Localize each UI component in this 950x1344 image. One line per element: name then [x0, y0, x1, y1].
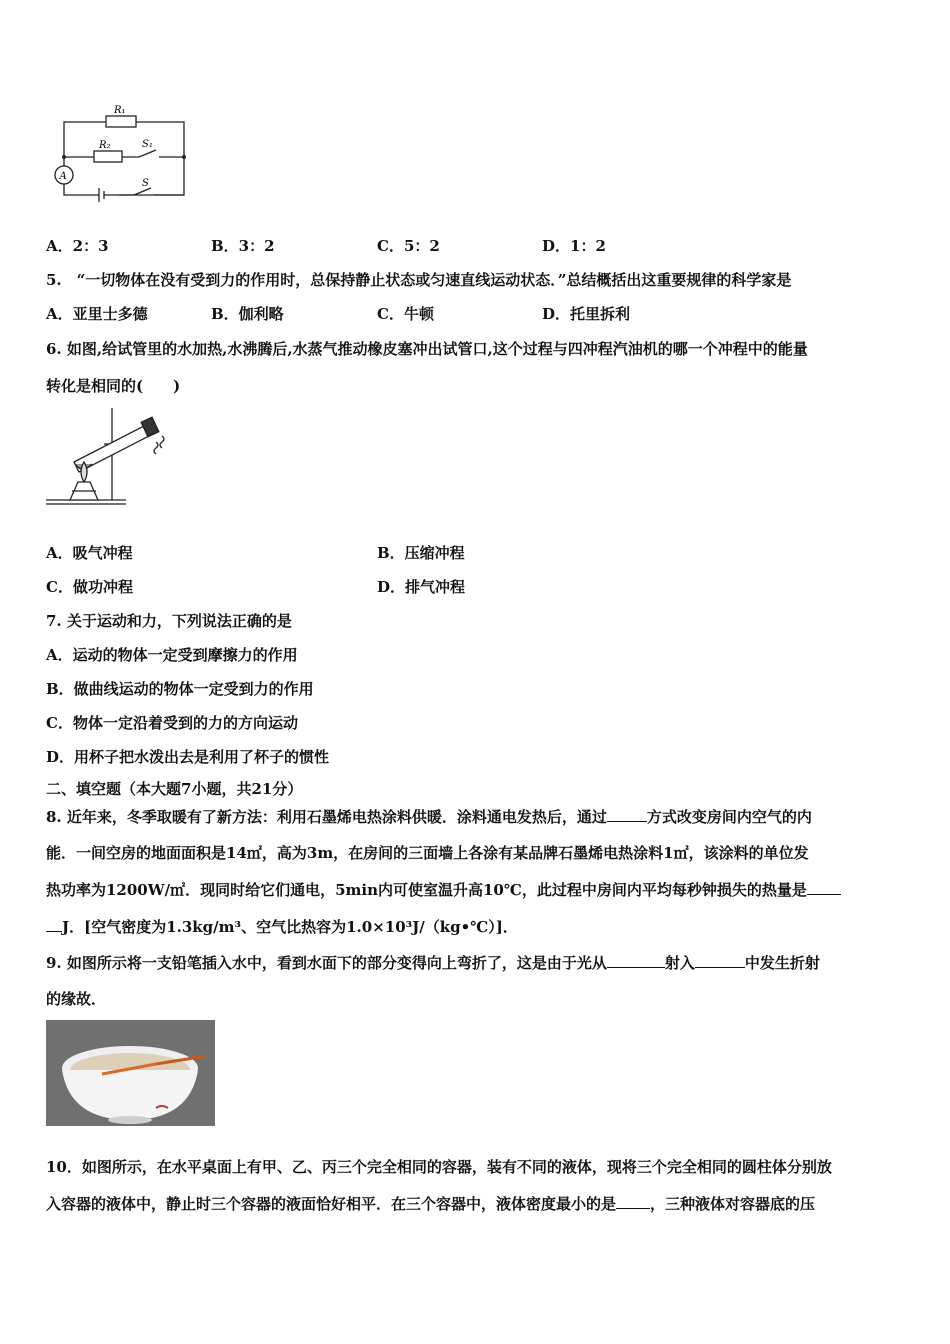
q7-option-c[interactable]: C．物体一定沿着受到的力的方向运动: [46, 714, 298, 732]
q8-line1: [46, 807, 812, 827]
q5-option-b[interactable]: B．伽利略: [211, 305, 284, 323]
pencil-bowl-photo: [46, 1020, 215, 1126]
q8-line4: [46, 917, 518, 937]
section-title: 二、填空题（本大题7小题，共21分）: [46, 780, 303, 798]
q4-option-b[interactable]: B．3：2: [211, 237, 275, 255]
q7-option-b[interactable]: B．做曲线运动的物体一定受到力的作用: [46, 680, 314, 698]
steam-line: [160, 436, 164, 448]
q10-blank1[interactable]: [616, 1194, 650, 1209]
q5-option-c[interactable]: C．牛顿: [377, 305, 434, 323]
q8-line2: 能．一间空房的地面面积是14㎡，高为3m，在房间的三面墙上各涂有某品牌石墨烯电热涂料1㎡，该涂料的单位发: [46, 844, 809, 862]
q8-line1-a: 8. 近年来，冬季取暖有了新方法：利用石墨烯电热涂料供暖．涂料通电发热后，通过: [46, 808, 607, 826]
q9-blank1[interactable]: [607, 953, 665, 968]
circuit-diagram: [44, 100, 194, 205]
q5-option-a[interactable]: A．亚里士多德: [46, 305, 148, 323]
q9-blank2[interactable]: [695, 953, 745, 968]
q6-option-d[interactable]: D．排气冲程: [377, 578, 466, 596]
test-tube-figure: [44, 404, 174, 510]
label-r2: R₂: [99, 140, 111, 151]
q6-option-c[interactable]: C．做功冲程: [46, 578, 133, 596]
q9-line1-b: 射入: [664, 954, 695, 972]
resistor-r1: [106, 116, 136, 127]
q9-line1-c: 中发生折射: [744, 954, 820, 972]
q6-stem-line1: 6. 如图,给试管里的水加热,水沸腾后,水蒸气推动橡皮塞冲出试管口,这个过程与四冲程汽油机的哪一个冲程中的能量: [46, 340, 808, 358]
q6-option-b[interactable]: B．压缩冲程: [377, 544, 465, 562]
q6-option-a[interactable]: A．吸气冲程: [46, 544, 133, 562]
q8-line1-b: 方式改变房间内空气的内: [646, 808, 812, 826]
q7-option-a[interactable]: A．运动的物体一定受到摩擦力的作用: [46, 646, 298, 664]
switch-s1: [139, 150, 156, 157]
q8-blank2[interactable]: [807, 880, 841, 895]
q8-line4-text: J．[空气密度为1.3kg/m³、空气比热容为1.0×10³J/（kg•℃）]．: [62, 918, 518, 936]
q8-line3: [46, 880, 841, 900]
q5-option-d[interactable]: D．托里拆利: [542, 305, 631, 323]
flame: [81, 462, 87, 482]
resistor-r2: [94, 151, 122, 162]
q5-stem: 5. “一切物体在没有受到力的作用时，总保持静止状态或匀速直线运动状态．”总结概括出这重要规律的科学家是: [46, 271, 792, 289]
q10-line1: 10．如图所示，在水平桌面上有甲、乙、丙三个完全相同的容器，装有不同的液体，现将三个完全相同的圆柱体分别放: [46, 1158, 832, 1176]
q10-line2: [46, 1194, 815, 1214]
q7-option-d[interactable]: D．用杯子把水泼出去是利用了杯子的惯性: [46, 748, 330, 766]
q8-blank1[interactable]: [607, 807, 647, 822]
label-s: S: [142, 178, 149, 189]
q9-line2: 的缘故．: [46, 990, 107, 1008]
q10-line2-b: ，三种液体对容器底的压: [650, 1195, 816, 1213]
switch-s: [134, 188, 151, 195]
q8-line3-text: 热功率为1200W/㎡．现同时给它们通电，5min内可使室温升高10℃，此过程中房间内平均每秒钟损失的热量是: [46, 881, 807, 899]
circuit-wire-outer: [64, 122, 184, 195]
label-r1: R₁: [114, 105, 126, 116]
pencil-bowl-drawing: [46, 1020, 215, 1126]
q4-option-c[interactable]: C．5：2: [377, 237, 440, 255]
q8-blank2-cont[interactable]: [46, 917, 62, 932]
q7-stem: 7. 关于运动和力，下列说法正确的是: [46, 612, 292, 630]
label-ammeter: A: [59, 171, 67, 182]
q6-stem-line2: 转化是相同的( ): [46, 377, 181, 395]
q4-option-a[interactable]: A．2：3: [46, 237, 109, 255]
q9-line1: [46, 953, 820, 973]
q4-option-d[interactable]: D．1：2: [542, 237, 606, 255]
label-s1: S₁: [142, 139, 153, 150]
q10-line2-a: 入容器的液体中，静止时三个容器的液面恰好相平．在三个容器中，液体密度最小的是: [46, 1195, 617, 1213]
q9-line1-a: 9. 如图所示将一支铅笔插入水中，看到水面下的部分变得向上弯折了，这是由于光从: [46, 954, 607, 972]
